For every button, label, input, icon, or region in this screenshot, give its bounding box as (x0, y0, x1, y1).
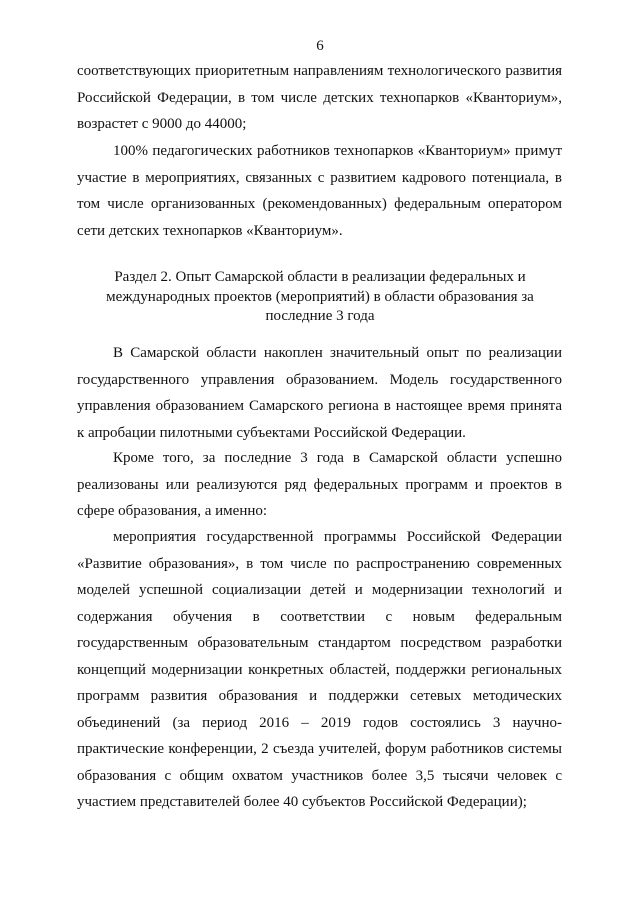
paragraph-teachers-participation: 100% педагогических работников технопарков «Кванториум» примут участие в мероприятиях, связанных с развитием кадрового потенциала, в том числе организованных (рекомендованных) федеральным оператором сети детских технопарков «Кванториум». (77, 143, 562, 239)
paragraph-federal-programs: Кроме того, за последние 3 года в Самарской области успешно реализованы или реализуются ряд федеральных программ и проектов в сфере образования, а именно: (77, 450, 562, 519)
page-number: 6 (316, 38, 324, 54)
paragraph-samara-experience: В Самарской области накоплен значительный опыт по реализации государственного управления образованием. Модель государственного управления образованием Самарского региона в настоящее время принята к апробации пилотными субъектами Российской Федерации. (77, 345, 562, 441)
paragraph-quantorium-continuation: соответствующих приоритетным направлениям технологического развития Российской Федерации, в том числе детских технопарков «Кванториум», возрастет с 9000 до 44000; (77, 63, 562, 132)
section-heading: Раздел 2. Опыт Самарской области в реализации федеральных и международных проектов (мероприятий) в области образования за последние 3 года (106, 269, 534, 324)
paragraph-state-program-activities: мероприятия государственной программы Российской Федерации «Развитие образования», в том числе по распространению современных моделей успешной социализации детей и модернизации технологий и содержания обучения в соответствии с новым федеральным государственным образовательным стандартом посредством разработки концепций модернизации конкретных областей, поддержки региональных программ развития образования и поддержки сетевых методических объединений (за период 2016 – 2019 годов состоялись 3 научно-практические конференции, 2 съезда учителей, форум работников системы образования с общим охватом участников более 3,5 тысячи человек с участием представителей более 40 субъектов Российской Федерации); (77, 529, 562, 810)
